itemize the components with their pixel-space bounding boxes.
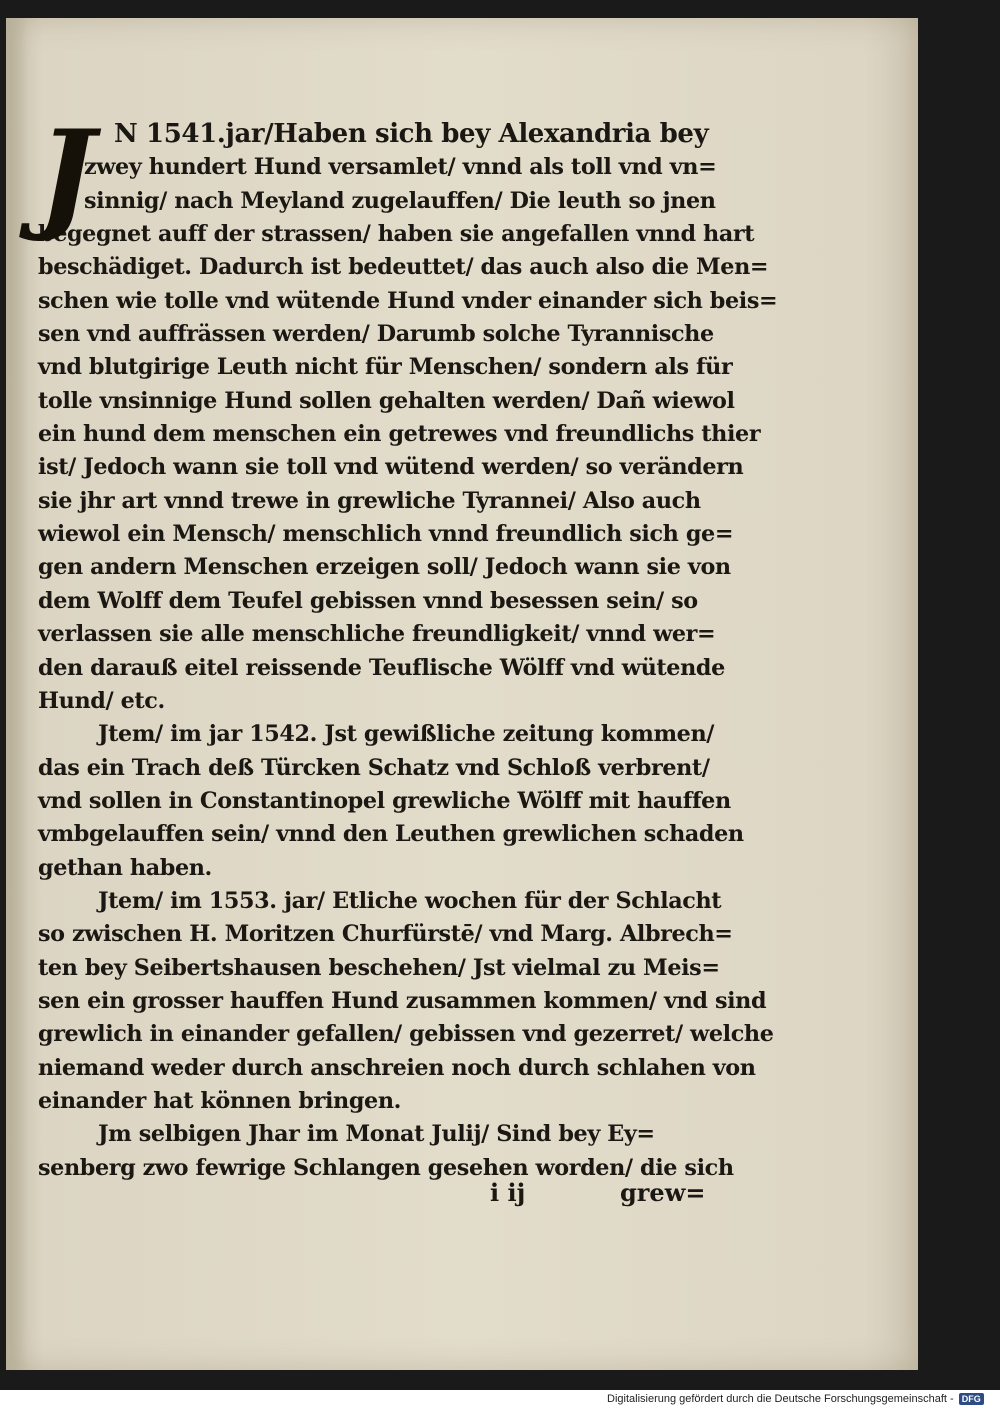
text-line: sinnig/ nach Meyland zugelauffen/ Die leuth so jnen [84,187,716,214]
text-line: wiewol ein Mensch/ menschlich vnnd freundlich sich ge= [38,521,734,548]
text-line: Hund/ etc. [38,687,165,714]
text-line: einander hat können bringen. [38,1087,402,1114]
text-line: ist/ Jedoch wann sie toll vnd wütend werden/ so verändern [38,454,744,481]
footer-credit-text: Digitalisierung gefördert durch die Deutsche Forschungsgemeinschaft - [607,1393,954,1405]
page-gutter [6,18,28,1370]
text-line: N 1541.jar/Haben sich bey Alexandria bey [114,119,709,149]
text-line: Jm selbigen Jhar im Monat Julij/ Sind bey Ey= [98,1121,655,1148]
text-line: gen andern Menschen erzeigen soll/ Jedoch wann sie von [38,554,731,581]
text-line: das ein Trach deß Türcken Schatz vnd Schloß verbrent/ [38,754,710,781]
text-line: begegnet auff der strassen/ haben sie angefallen vnnd hart [38,221,755,248]
text-line: grewlich in einander gefallen/ gebissen vnd gezerret/ welche [38,1021,774,1048]
text-line: vnd blutgirige Leuth nicht für Menschen/ sondern als für [38,354,733,381]
text-line: beschädiget. Dadurch ist bedeuttet/ das auch also die Men= [38,254,769,281]
footer-credit [607,1393,984,1405]
text-line: so zwischen H. Moritzen Churfürstē/ vnd Marg. Albrech= [38,921,733,948]
text-line: Jtem/ im jar 1542. Jst gewißliche zeitung kommen/ [98,721,715,748]
text-line: zwey hundert Hund versamlet/ vnnd als toll vnd vn= [84,154,717,181]
book-page [6,18,918,1370]
dfg-logo-icon: DFG [959,1393,984,1405]
signature-mark: i ij [490,1178,526,1207]
text-line: schen wie tolle vnd wütende Hund vnder einander sich beis= [38,287,778,314]
text-line: ten bey Seibertshausen beschehen/ Jst vielmal zu Meis= [38,954,720,981]
catchword: grew= [620,1178,706,1207]
text-line: Jtem/ im 1553. jar/ Etliche wochen für der Schlacht [98,887,722,914]
text-line: sen ein grosser hauffen Hund zusammen kommen/ vnd sind [38,987,767,1014]
text-line: ein hund dem menschen ein getrewes vnd freundlichs thier [38,421,761,448]
text-line: dem Wolff dem Teufel gebissen vnnd besessen sein/ so [38,587,698,614]
drop-cap: J [38,104,95,245]
text-line: tolle vnsinnige Hund sollen gehalten werden/ Dañ wiewol [38,387,735,414]
text-line: gethan haben. [38,854,212,881]
text-line: vmbgelauffen sein/ vnnd den Leuthen grewlichen schaden [38,821,744,848]
text-line: sie jhr art vnnd trewe in grewliche Tyrannei/ Also auch [38,487,701,514]
text-line: vnd sollen in Constantinopel grewliche Wölff mit hauffen [38,787,731,814]
text-line: sen vnd auffrässen werden/ Darumb solche Tyrannische [38,321,714,348]
text-line: niemand weder durch anschreien noch durch schlahen von [38,1054,756,1081]
text-line: verlassen sie alle menschliche freundligkeit/ vnnd wer= [38,621,716,648]
text-line: den darauß eitel reissende Teuflische Wölff vnd wütende [38,654,725,681]
text-line: senberg zwo fewrige Schlangen gesehen worden/ die sich [38,1154,734,1181]
page-text [38,104,778,1185]
